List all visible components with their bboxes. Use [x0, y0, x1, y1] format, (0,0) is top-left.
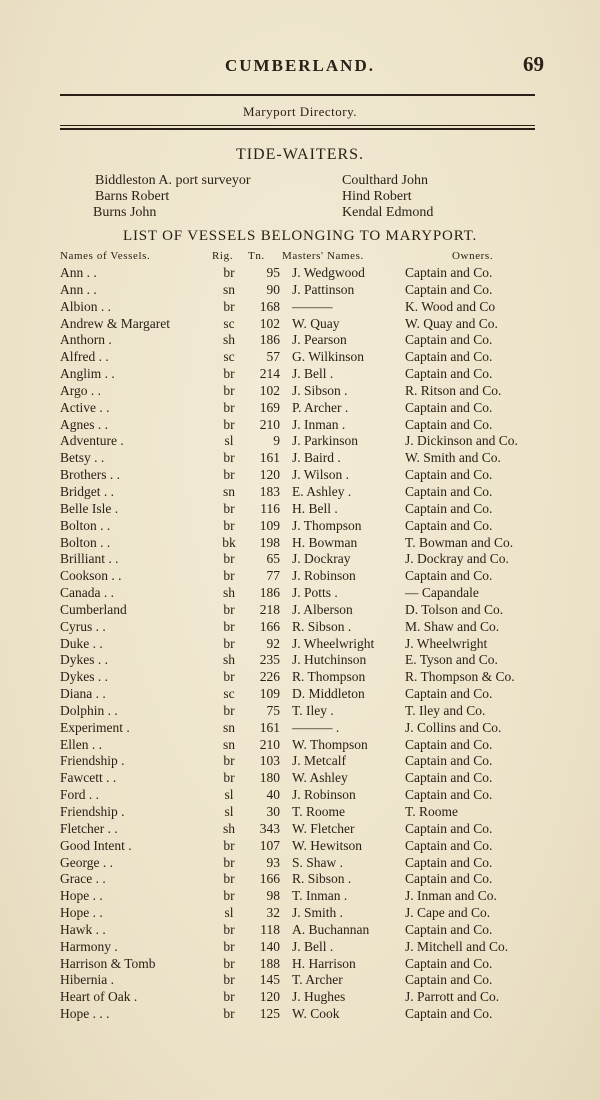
vessel-name: Bolton . .: [60, 534, 111, 550]
vessel-master: J. Bell .: [292, 366, 334, 382]
vessel-owner: Captain and Co.: [405, 921, 493, 937]
vessel-name: Heart of Oak .: [60, 989, 138, 1005]
table-row: [0, 585, 600, 602]
vessel-owner: Captain and Co.: [405, 332, 493, 348]
table-row: [0, 400, 600, 417]
vessel-name: Hawk . .: [60, 921, 106, 937]
vessel-owner: Captain and Co.: [405, 972, 493, 988]
vessel-tonnage: 214: [259, 366, 280, 382]
vessel-rig: br: [223, 972, 235, 988]
vessel-rig: br: [223, 366, 235, 382]
vessel-rig: br: [223, 265, 235, 280]
vessel-tonnage: 9: [273, 433, 280, 449]
vessel-owner: J. Inman and Co.: [405, 888, 497, 904]
vessel-master: J. Wheelwright: [292, 635, 375, 651]
vessel-rig: sh: [222, 585, 235, 601]
directory-subheading: Maryport Directory.: [242, 104, 358, 119]
vessel-tonnage: 226: [259, 669, 280, 685]
vessel-master: J. Wilson .: [292, 467, 349, 483]
vessel-owner: M. Shaw and Co.: [405, 618, 500, 634]
table-row: [0, 433, 600, 450]
tide-waiter-left-2: Barns Robert: [95, 189, 170, 204]
vessel-tonnage: 183: [259, 483, 280, 499]
vessel-name: Hibernia .: [60, 972, 114, 988]
vessel-owner: J. Dickinson and Co.: [405, 433, 518, 449]
vessel-name: Betsy . .: [60, 450, 105, 466]
table-row: [0, 332, 600, 349]
tide-waiter-right-2: Hind Robert: [342, 189, 412, 204]
vessel-tonnage: 125: [259, 1006, 280, 1022]
vessel-tonnage: 116: [260, 500, 280, 516]
vessel-rig: br: [223, 938, 235, 954]
vessel-tonnage: 186: [259, 585, 280, 601]
vessel-tonnage: 98: [266, 888, 280, 904]
vessel-rig: sh: [222, 820, 235, 836]
vessel-master: J. Alberson: [292, 601, 353, 617]
vessel-master: H. Bell .: [292, 500, 338, 516]
vessel-rig: sc: [223, 686, 235, 702]
vessel-tonnage: 107: [259, 837, 280, 853]
vessel-master: H. Harrison: [292, 955, 356, 971]
vessel-tonnage: 343: [259, 820, 280, 836]
vessel-name: Duke . .: [60, 635, 103, 651]
table-row: [0, 855, 600, 872]
table-row: [0, 838, 600, 855]
table-row: [0, 568, 600, 585]
vessel-rig: br: [223, 467, 235, 483]
vessel-owner: Captain and Co.: [405, 517, 493, 533]
vessel-tonnage: 102: [259, 315, 280, 331]
vessel-master: T. Iley .: [292, 702, 334, 718]
vessel-master: J. Potts .: [292, 585, 338, 601]
vessel-master: J. Pearson: [292, 332, 347, 348]
vessel-tonnage: 109: [259, 686, 280, 702]
column-header-owners: Owners.: [452, 250, 494, 262]
vessel-master: W. Hewitson: [292, 837, 362, 853]
vessel-master: W. Quay: [292, 315, 340, 331]
table-row: [0, 939, 600, 956]
vessel-owner: R. Ritson and Co.: [405, 382, 502, 398]
vessel-owner: J. Mitchell and Co.: [405, 938, 509, 954]
vessel-name: Cumberland: [60, 601, 127, 617]
table-row: [0, 636, 600, 653]
vessel-master: J. Inman .: [292, 416, 346, 432]
vessel-owner: Captain and Co.: [405, 770, 493, 786]
table-row: [0, 535, 600, 552]
table-row: [0, 972, 600, 989]
vessel-master: J. Baird .: [292, 450, 341, 466]
vessel-tonnage: 120: [259, 989, 280, 1005]
vessel-rig: br: [223, 837, 235, 853]
table-row: [0, 1006, 600, 1023]
vessel-owner: J. Parrott and Co.: [405, 989, 500, 1005]
table-row: [0, 299, 600, 316]
vessel-name: Canada . .: [60, 585, 114, 601]
table-row: [0, 282, 600, 299]
header-rule-bottom-2: [60, 128, 535, 130]
vessel-master: J. Sibson .: [292, 382, 348, 398]
vessel-tonnage: 198: [259, 534, 280, 550]
table-row: [0, 753, 600, 770]
vessel-owner: Captain and Co.: [405, 568, 493, 584]
vessel-owner: R. Thompson & Co.: [405, 669, 515, 685]
vessel-owner: Captain and Co.: [405, 1006, 493, 1022]
tide-waiter-left-1: Biddleston A. port surveyor: [95, 173, 251, 188]
vessel-rig: bk: [222, 534, 236, 550]
table-row: [0, 956, 600, 973]
vessel-rig: br: [223, 399, 235, 415]
vessel-name: Ford . .: [60, 787, 100, 803]
vessel-master: J. Hughes: [292, 989, 346, 1005]
vessel-rig: br: [223, 989, 235, 1005]
vessel-tonnage: 30: [266, 804, 280, 819]
vessel-tonnage: 32: [266, 905, 280, 921]
vessel-name: Dykes . .: [60, 669, 108, 685]
vessel-tonnage: 120: [259, 467, 280, 483]
vessel-master: W. Fletcher: [292, 820, 355, 836]
vessel-tonnage: 102: [259, 382, 280, 398]
vessel-name: Fletcher . .: [60, 820, 118, 836]
vessel-owner: Captain and Co.: [405, 837, 493, 853]
table-row: [0, 821, 600, 838]
vessel-master: J. Metcalf: [292, 753, 346, 769]
table-row: [0, 922, 600, 939]
vessel-master: ———: [292, 298, 333, 314]
column-header-vessel-name: Names of Vessels.: [60, 250, 151, 262]
vessel-name: Ellen . .: [60, 736, 102, 752]
table-row: [0, 770, 600, 787]
vessel-name: Grace . .: [60, 871, 106, 887]
vessel-owner: Captain and Co.: [405, 483, 493, 499]
table-row: [0, 417, 600, 434]
vessel-master: J. Parkinson: [292, 433, 359, 449]
vessel-owner: T. Roome: [405, 804, 458, 819]
vessel-name: Andrew & Margaret: [60, 315, 170, 331]
vessel-tonnage: 168: [259, 298, 280, 314]
tide-waiter-right-3: Kendal Edmond: [342, 205, 434, 220]
vessel-name: Agnes . .: [60, 416, 108, 432]
vessel-tonnage: 161: [259, 450, 280, 466]
table-row: [0, 602, 600, 619]
vessel-master: J. Dockray: [292, 551, 351, 567]
table-row: [0, 669, 600, 686]
vessel-master: J. Wedgwood: [292, 265, 365, 280]
vessel-owner: J. Dockray and Co.: [405, 551, 509, 567]
vessel-name: Friendship .: [60, 804, 125, 819]
vessel-owner: Captain and Co.: [405, 281, 493, 297]
vessel-name: Alfred . .: [60, 349, 109, 365]
table-row: [0, 518, 600, 535]
vessel-owner: Captain and Co.: [405, 736, 493, 752]
vessel-owner: — Capandale: [405, 585, 479, 601]
vessel-name: Bolton . .: [60, 517, 111, 533]
table-row: [0, 265, 600, 282]
vessel-tonnage: 186: [259, 332, 280, 348]
table-row: [0, 484, 600, 501]
vessel-owner: Captain and Co.: [405, 787, 493, 803]
table-row: [0, 349, 600, 366]
vessel-rig: sc: [223, 349, 235, 365]
column-header-tonnage: Tn.: [248, 250, 265, 262]
vessel-name: Dykes . .: [60, 652, 108, 668]
vessel-rig: br: [223, 921, 235, 937]
vessel-tonnage: 235: [259, 652, 280, 668]
vessel-rig: br: [223, 888, 235, 904]
vessel-owner: W. Smith and Co.: [405, 450, 501, 466]
vessel-rig: br: [223, 551, 235, 567]
vessel-owner: T. Bowman and Co.: [405, 534, 514, 550]
vessel-rig: sl: [224, 787, 234, 803]
vessel-rig: br: [223, 635, 235, 651]
vessel-rig: sh: [222, 332, 235, 348]
vessel-owner: Captain and Co.: [405, 686, 493, 702]
vessel-owner: E. Tyson and Co.: [405, 652, 498, 668]
vessel-name: Brilliant . .: [60, 551, 119, 567]
vessel-owner: Captain and Co.: [405, 500, 493, 516]
vessel-rig: br: [223, 568, 235, 584]
vessel-tonnage: 65: [266, 551, 280, 567]
vessel-owner: Captain and Co.: [405, 753, 493, 769]
vessel-name: Cookson . .: [60, 568, 122, 584]
vessels-table: [0, 265, 600, 1023]
table-row: [0, 989, 600, 1006]
vessel-name: George . .: [60, 854, 113, 870]
vessel-rig: sn: [222, 736, 235, 752]
vessel-name: Bridget . .: [60, 483, 114, 499]
vessel-master: ——— .: [292, 719, 340, 735]
vessel-owner: Captain and Co.: [405, 955, 493, 971]
vessel-master: W. Cook: [292, 1006, 340, 1022]
vessel-master: J. Bell .: [292, 938, 334, 954]
table-row: [0, 467, 600, 484]
vessel-tonnage: 188: [259, 955, 280, 971]
vessel-master: H. Bowman: [292, 534, 358, 550]
vessel-tonnage: 90: [266, 281, 280, 297]
table-row: [0, 888, 600, 905]
table-row: [0, 316, 600, 333]
page-number: 69: [523, 52, 544, 76]
table-row: [0, 787, 600, 804]
vessel-master: J. Hutchinson: [292, 652, 367, 668]
vessel-owner: W. Quay and Co.: [405, 315, 498, 331]
vessel-owner: Captain and Co.: [405, 820, 493, 836]
vessel-owner: Captain and Co.: [405, 399, 493, 415]
vessel-tonnage: 103: [259, 753, 280, 769]
vessel-master: J. Smith .: [292, 905, 344, 921]
vessel-rig: sn: [222, 281, 235, 297]
vessel-owner: Captain and Co.: [405, 265, 493, 280]
vessel-rig: br: [223, 416, 235, 432]
vessel-master: S. Shaw .: [292, 854, 344, 870]
vessel-owner: Captain and Co.: [405, 871, 493, 887]
table-row: [0, 383, 600, 400]
vessels-list-heading: LIST OF VESSELS BELONGING TO MARYPORT.: [123, 228, 477, 244]
vessel-master: G. Wilkinson: [292, 349, 364, 365]
vessel-rig: sn: [222, 719, 235, 735]
table-row: [0, 905, 600, 922]
table-row: [0, 804, 600, 821]
vessel-rig: br: [223, 702, 235, 718]
vessel-owner: Captain and Co.: [405, 854, 493, 870]
vessel-name: Argo . .: [60, 382, 102, 398]
vessel-name: Ann . .: [60, 265, 97, 280]
vessel-tonnage: 166: [259, 871, 280, 887]
vessel-owner: J. Cape and Co.: [405, 905, 491, 921]
vessel-rig: sl: [224, 433, 234, 449]
vessel-rig: br: [223, 669, 235, 685]
tide-waiter-left-3: Burns John: [93, 205, 157, 220]
vessel-name: Albion . .: [60, 298, 112, 314]
vessel-rig: br: [223, 450, 235, 466]
vessel-name: Hope . .: [60, 905, 103, 921]
table-row: [0, 501, 600, 518]
vessel-rig: br: [223, 601, 235, 617]
table-row: [0, 450, 600, 467]
vessel-tonnage: 210: [259, 736, 280, 752]
header-rule-bottom-1: [60, 125, 535, 126]
vessel-master: R. Sibson .: [292, 871, 352, 887]
vessel-owner: T. Iley and Co.: [405, 702, 486, 718]
vessel-master: T. Archer: [292, 972, 343, 988]
vessel-name: Harrison & Tomb: [60, 955, 156, 971]
page-header-title: CUMBERLAND.: [225, 56, 375, 75]
tide-waiters-heading: TIDE-WAITERS.: [235, 146, 365, 163]
table-row: [0, 703, 600, 720]
vessel-name: Hope . . .: [60, 1006, 110, 1022]
vessel-tonnage: 145: [259, 972, 280, 988]
vessel-tonnage: 169: [259, 399, 280, 415]
table-row: [0, 619, 600, 636]
vessel-master: W. Ashley: [292, 770, 348, 786]
vessel-name: Ann . .: [60, 281, 97, 297]
vessel-rig: sl: [224, 804, 234, 819]
vessel-master: P. Archer .: [292, 399, 349, 415]
vessel-tonnage: 166: [259, 618, 280, 634]
vessel-tonnage: 109: [259, 517, 280, 533]
vessel-tonnage: 140: [259, 938, 280, 954]
vessel-name: Diana . .: [60, 686, 106, 702]
vessel-owner: D. Tolson and Co.: [405, 601, 504, 617]
vessel-rig: br: [223, 770, 235, 786]
table-row: [0, 871, 600, 888]
vessel-rig: br: [223, 382, 235, 398]
vessel-master: D. Middleton: [292, 686, 365, 702]
vessel-owner: Captain and Co.: [405, 416, 493, 432]
vessel-name: Anthorn .: [60, 332, 112, 348]
vessel-name: Cyrus . .: [60, 618, 106, 634]
vessel-owner: Captain and Co.: [405, 349, 493, 365]
vessel-tonnage: 218: [259, 601, 280, 617]
vessel-rig: br: [223, 871, 235, 887]
vessel-master: J. Thompson: [292, 517, 362, 533]
column-header-master: Masters' Names.: [282, 250, 364, 262]
vessel-owner: Captain and Co.: [405, 366, 493, 382]
vessel-rig: br: [223, 618, 235, 634]
vessel-tonnage: 57: [266, 349, 280, 365]
vessel-name: Brothers . .: [60, 467, 120, 483]
table-row: [0, 737, 600, 754]
vessel-name: Good Intent .: [60, 837, 132, 853]
table-row: [0, 686, 600, 703]
vessel-name: Harmony .: [60, 938, 118, 954]
vessel-rig: sn: [222, 483, 235, 499]
vessel-owner: J. Wheelwright: [405, 635, 488, 651]
vessel-rig: sc: [223, 315, 235, 331]
vessel-tonnage: 95: [266, 265, 280, 280]
vessel-tonnage: 180: [259, 770, 280, 786]
vessel-name: Experiment .: [60, 719, 130, 735]
vessel-master: E. Ashley .: [292, 483, 352, 499]
vessel-master: T. Roome: [292, 804, 345, 819]
vessel-rig: sh: [222, 652, 235, 668]
vessel-name: Adventure .: [60, 433, 124, 449]
vessel-master: W. Thompson: [292, 736, 368, 752]
table-row: [0, 366, 600, 383]
vessel-tonnage: 77: [266, 568, 280, 584]
vessel-rig: br: [223, 500, 235, 516]
vessel-master: R. Thompson: [292, 669, 366, 685]
vessel-owner: J. Collins and Co.: [405, 719, 502, 735]
vessel-name: Anglim . .: [60, 366, 115, 382]
table-row: [0, 652, 600, 669]
table-row: [0, 551, 600, 568]
vessel-name: Active . .: [60, 399, 110, 415]
vessel-name: Belle Isle .: [60, 500, 119, 516]
vessel-tonnage: 75: [266, 702, 280, 718]
vessel-owner: Captain and Co.: [405, 467, 493, 483]
vessel-tonnage: 93: [266, 854, 280, 870]
vessel-name: Friendship .: [60, 753, 125, 769]
vessel-master: R. Sibson .: [292, 618, 352, 634]
vessel-owner: K. Wood and Co: [405, 298, 496, 314]
vessel-master: T. Inman .: [292, 888, 348, 904]
vessel-rig: br: [223, 753, 235, 769]
vessel-master: A. Buchannan: [292, 921, 370, 937]
vessel-tonnage: 118: [260, 921, 280, 937]
vessel-name: Hope . .: [60, 888, 103, 904]
vessel-tonnage: 92: [266, 635, 280, 651]
vessel-rig: br: [223, 854, 235, 870]
vessel-tonnage: 210: [259, 416, 280, 432]
header-rule-top: [60, 94, 535, 96]
column-header-rig: Rig.: [212, 250, 234, 262]
table-row: [0, 720, 600, 737]
vessel-tonnage: 40: [266, 787, 280, 803]
vessel-rig: br: [223, 1006, 235, 1022]
vessel-rig: br: [223, 955, 235, 971]
vessel-master: J. Robinson: [292, 568, 356, 584]
vessel-name: Fawcett . .: [60, 770, 117, 786]
vessel-rig: sl: [224, 905, 234, 921]
vessel-master: J. Robinson: [292, 787, 356, 803]
vessel-master: J. Pattinson: [292, 281, 355, 297]
vessel-rig: br: [223, 517, 235, 533]
vessel-rig: br: [223, 298, 235, 314]
vessel-name: Dolphin . .: [60, 702, 118, 718]
tide-waiter-right-1: Coulthard John: [342, 173, 428, 188]
vessel-tonnage: 161: [259, 719, 280, 735]
